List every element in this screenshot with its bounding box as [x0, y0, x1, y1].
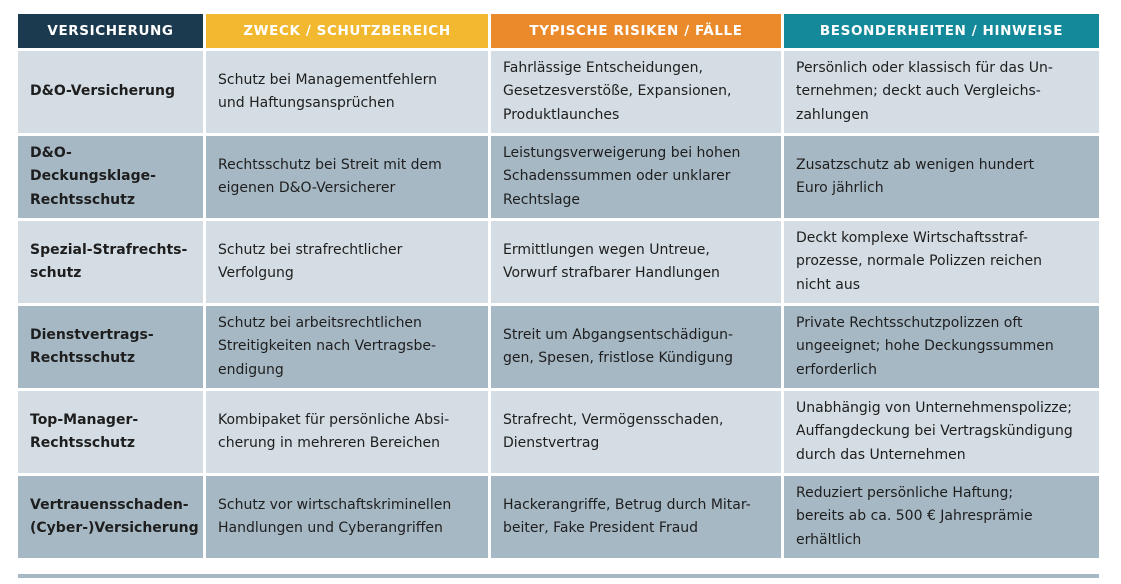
notes-cell [784, 136, 1099, 218]
risks-text: Hackerangriffe, Betrug durch Mitar- beiter, Fake President Fraud [503, 496, 751, 536]
table-row [18, 221, 1099, 303]
risks-cell [491, 221, 781, 303]
purpose-cell [206, 391, 488, 473]
notes-text: Deckt komplexe Wirtschaftsstraf- prozesse, normale Polizzen reichen nicht aus [796, 229, 1043, 293]
bottom-divider [18, 574, 1099, 578]
table-header-row [18, 14, 1099, 48]
insurance-table-container [18, 14, 1099, 561]
risks-cell [491, 51, 781, 133]
table-row [18, 476, 1099, 558]
purpose-text: Schutz bei arbeitsrechtlichen Streitigkeiten nach Vertragsbe- endigung [218, 314, 437, 378]
notes-cell [784, 51, 1099, 133]
notes-cell [784, 476, 1099, 558]
risks-text: Fahrlässige Entscheidungen, Gesetzesverstöße, Expansionen, Produktlaunches [503, 59, 732, 123]
notes-cell [784, 221, 1099, 303]
notes-text: Persönlich oder klassisch für das Un- ternehmen; deckt auch Vergleichs- zahlungen [796, 59, 1053, 123]
insurance-name: Top-Manager- Rechtsschutz [30, 411, 139, 451]
purpose-cell [206, 476, 488, 558]
purpose-cell [206, 306, 488, 388]
purpose-cell [206, 51, 488, 133]
table-row [18, 391, 1099, 473]
notes-cell [784, 306, 1099, 388]
purpose-text: Schutz bei strafrechtlicher Verfolgung [218, 241, 403, 281]
table-row [18, 306, 1099, 388]
insurance-name-cell [18, 221, 203, 303]
risks-cell [491, 391, 781, 473]
insurance-name: Dienstvertrags- Rechtsschutz [30, 326, 154, 366]
insurance-name-cell [18, 306, 203, 388]
purpose-cell [206, 221, 488, 303]
risks-text: Strafrecht, Vermögensschaden, Dienstvertrag [503, 411, 724, 451]
header-besonderheiten: BESONDERHEITEN / HINWEISE [784, 14, 1099, 48]
risks-text: Streit um Abgangsentschädigun- gen, Spesen, fristlose Kündigung [503, 326, 734, 366]
risks-text: Leistungsverweigerung bei hohen Schadenssummen oder unklarer Rechtslage [503, 144, 741, 208]
risks-cell [491, 306, 781, 388]
risks-cell [491, 136, 781, 218]
insurance-name: Spezial-Strafrechts- schutz [30, 241, 188, 281]
risks-text: Ermittlungen wegen Untreue, Vorwurf strafbarer Handlungen [503, 241, 720, 281]
insurance-name-cell [18, 51, 203, 133]
purpose-cell [206, 136, 488, 218]
notes-text: Zusatzschutz ab wenigen hundert Euro jährlich [796, 156, 1035, 196]
insurance-name: Vertrauensschaden- (Cyber-)Versicherung [30, 496, 199, 536]
insurance-comparison-table [15, 11, 1102, 561]
insurance-name: D&O-Versicherung [30, 83, 176, 100]
header-zweck: ZWECK / SCHUTZBEREICH [206, 14, 488, 48]
purpose-text: Kombipaket für persönliche Absi- cherung in mehreren Bereichen [218, 411, 450, 451]
notes-text: Private Rechtsschutzpolizzen oft ungeeignet; hohe Deckungssummen erforderlich [796, 314, 1054, 378]
insurance-name-cell [18, 136, 203, 218]
notes-text: Reduziert persönliche Haftung; bereits ab ca. 500 € Jahresprämie erhältlich [796, 484, 1033, 548]
purpose-text: Schutz bei Managementfehlern und Haftungsansprüchen [218, 71, 437, 111]
purpose-text: Rechtsschutz bei Streit mit dem eigenen D&O-Versicherer [218, 156, 442, 196]
notes-cell [784, 391, 1099, 473]
table-row [18, 136, 1099, 218]
insurance-name-cell [18, 391, 203, 473]
insurance-name: D&O-Deckungsklage- Rechtsschutz [30, 144, 156, 208]
header-versicherung: VERSICHERUNG [18, 14, 203, 48]
insurance-name-cell [18, 476, 203, 558]
table-row [18, 51, 1099, 133]
purpose-text: Schutz vor wirtschaftskriminellen Handlungen und Cyberangriffen [218, 496, 452, 536]
header-risiken: TYPISCHE RISIKEN / FÄLLE [491, 14, 781, 48]
risks-cell [491, 476, 781, 558]
notes-text: Unabhängig von Unternehmenspolizze; Auffangdeckung bei Vertragskündigung durch das Unternehmen [796, 399, 1073, 463]
